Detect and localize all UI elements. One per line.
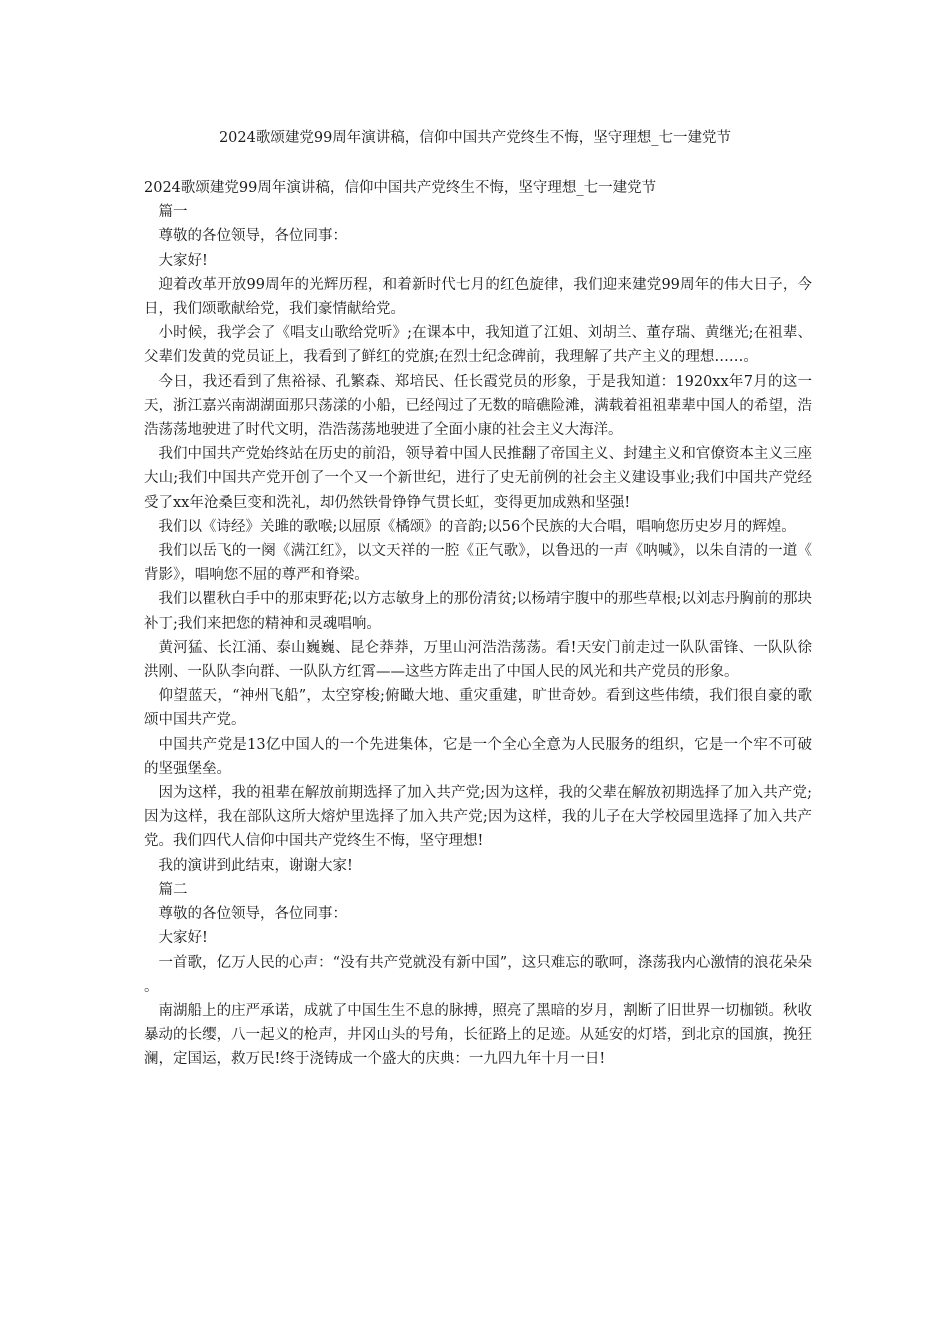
section-heading-1: 篇一 bbox=[158, 204, 188, 221]
paragraph: 小时候，我学会了《唱支山歌给党听》;在课本中，我知道了江姐、刘胡兰、董存瑞、黄继光;在祖辈、父辈们发黄的党员证上，我看到了鲜红的党旗;在烈士纪念碑前，我理解了共产主义的理想……。 bbox=[144, 325, 812, 366]
paragraph: 我们以瞿秋白手中的那束野花;以方志敏身上的那份清贫;以杨靖宇腹中的那些草根;以刘志丹胸前的那块补丁;我们来把您的精神和灵魂唱响。 bbox=[144, 591, 812, 632]
greeting: 大家好! bbox=[158, 252, 208, 269]
paragraph: 因为这样，我的祖辈在解放前期选择了加入共产党;因为这样，我的父辈在解放初期选择了加入共产党;因为这样，我在部队这所大熔炉里选择了加入共产党;因为这样，我的儿子在大学校园里选择了加入共产党。我们四代人信仰中国共产党终生不悔，坚守理想! bbox=[144, 785, 812, 850]
paragraph: 中国共产党是13亿中国人的一个先进集体，它是一个全心全意为人民服务的组织，它是一个牢不可破的坚强堡垒。 bbox=[144, 736, 812, 777]
salutation: 尊敬的各位领导，各位同事： bbox=[158, 228, 347, 245]
body-title-line: 2024歌颂建党99周年演讲稿，信仰中国共产党终生不悔，坚守理想_七一建党节 bbox=[144, 180, 657, 196]
section-heading-2: 篇二 bbox=[158, 881, 188, 898]
paragraph: 我们以岳飞的一阕《满江红》，以文天祥的一腔《正气歌》，以鲁迅的一声《呐喊》，以朱自清的一道《背影》，唱响您不屈的尊严和脊梁。 bbox=[144, 543, 812, 584]
paragraph: 迎着改革开放99周年的光辉历程，和着新时代七月的红色旋律，我们迎来建党99周年的伟大日子，今日，我们颂歌献给党，我们豪情献给党。 bbox=[144, 276, 812, 318]
paragraph: 黄河猛、长江涌、泰山巍巍、昆仑莽莽，万里山河浩浩荡荡。看!天安门前走过一队队雷锋、一队队徐洪刚、一队队李向群、一队队方红霄——这些方阵走出了中国人民的风光和共产党员的形象。 bbox=[144, 639, 812, 681]
paragraph: 我们以《诗经》关雎的歌喉;以屈原《橘颂》的音韵;以56个民族的大合唱，唱响您历史岁月的辉煌。 bbox=[158, 518, 796, 535]
salutation: 尊敬的各位领导，各位同事： bbox=[158, 906, 347, 923]
paragraph: 一首歌，亿万人民的心声：“没有共产党就没有新中国”，这只难忘的歌呵，涤荡我内心激情的浪花朵朵。 bbox=[144, 954, 812, 995]
closing-line: 我的演讲到此结束，谢谢大家! bbox=[158, 857, 353, 874]
document-body bbox=[144, 176, 812, 1072]
paragraph: 今日，我还看到了焦裕禄、孔繁森、郑培民、任长霞党员的形象，于是我知道：1920xx年7月的这一天，浙江嘉兴南湖湖面那只荡漾的小船，已经闯过了无数的暗礁险滩，满载着祖祖辈辈中国人的希望，浩浩荡荡地驶进了时代文明，浩浩荡荡地驶进了全面小康的社会主义大海洋。 bbox=[144, 373, 812, 439]
document-title: 2024歌颂建党99周年演讲稿，信仰中国共产党终生不悔，坚守理想_七一建党节 bbox=[218, 130, 732, 146]
paragraph: 南湖船上的庄严承诺，成就了中国生生不息的脉搏，照亮了黑暗的岁月，割断了旧世界一切枷锁。秋收暴动的长缨，八一起义的枪声，井冈山头的号角，长征路上的足迹。从延安的灯塔，到北京的国旗，挽狂澜，定国运，救万民!终于浇铸成一个盛大的庆典：一九四九年十月一日! bbox=[144, 1002, 812, 1068]
paragraph: 我们中国共产党始终站在历史的前沿，领导着中国人民推翻了帝国主义、封建主义和官僚资本主义三座大山;我们中国共产党开创了一个又一个新世纪，进行了史无前例的社会主义建设事业;我们中国共产党经受了xx年沧桑巨变和洗礼，却仍然铁骨铮铮气贯长虹，变得更加成熟和坚强! bbox=[144, 446, 812, 511]
paragraph: 仰望蓝天，“神州飞船”，太空穿梭;俯瞰大地、重灾重建，旷世奇妙。看到这些伟绩，我们很自豪的歌颂中国共产党。 bbox=[144, 688, 812, 729]
greeting: 大家好! bbox=[158, 930, 208, 947]
